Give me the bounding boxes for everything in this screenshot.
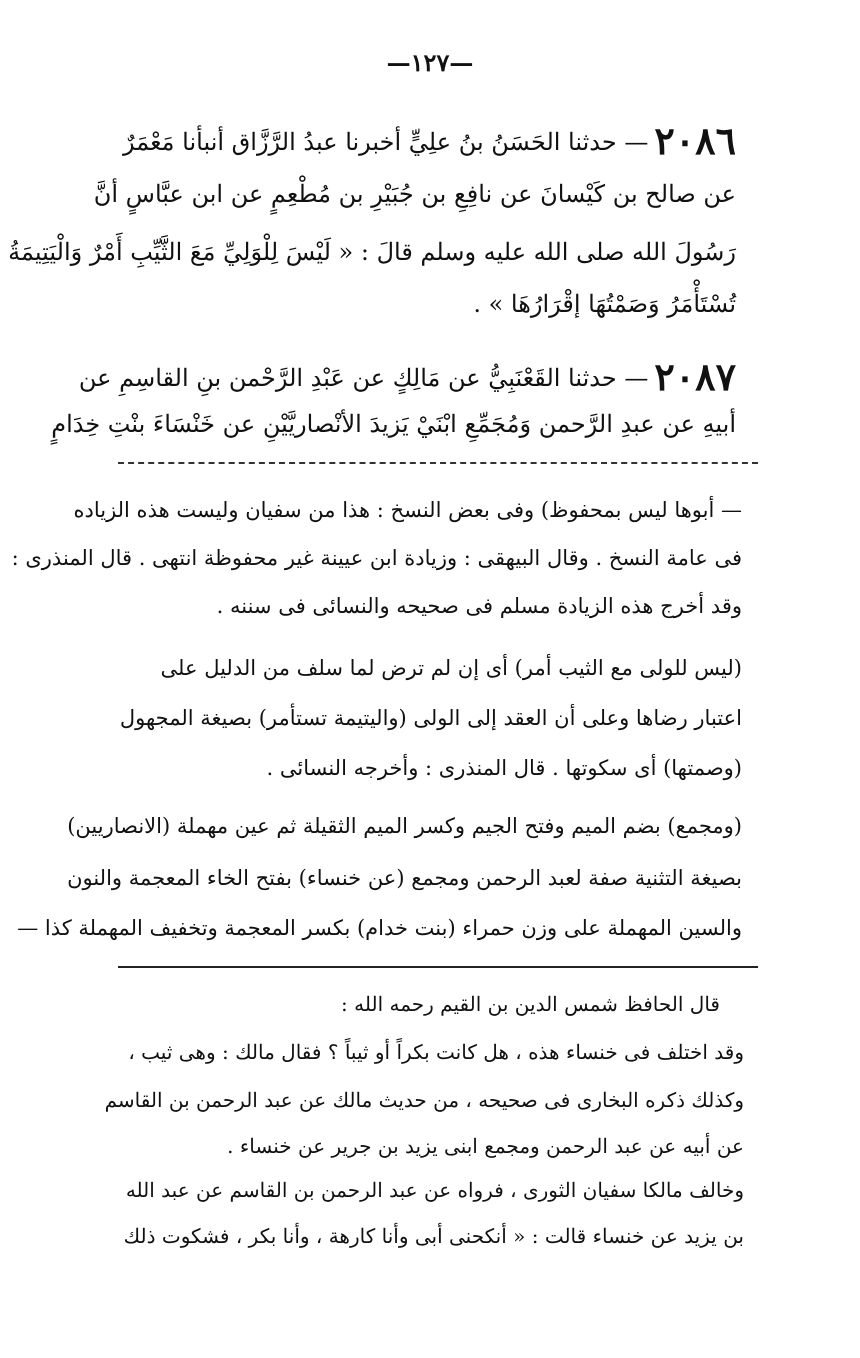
note-line: بن يزيد عن خنساء قالت : « أنكحنى أبى وأنا كارهة ، وأنا بكر ، فشكوت ذلك <box>123 1224 744 1248</box>
note-line: عن أبيه عن عبد الرحمن ومجمع ابنى يزيد بن جرير عن خنساء . <box>227 1134 744 1158</box>
commentary-line: والسين المهملة على وزن حمراء (بنت خدام) بكسر المعجمة وتخفيف المهملة كذا — <box>17 916 742 940</box>
note-line: وقد اختلف فى خنساء هذه ، هل كانت بكراً أو ثيباً ؟ فقال مالك : وهى ثيب ، <box>128 1040 744 1064</box>
note-line: وكذلك ذكره البخارى فى صحيحه ، من حديث مالك عن عبد الرحمن بن القاسم <box>104 1088 744 1112</box>
commentary-line: (ليس للولى مع الثيب أمر) أى إن لم ترض لما سلف من الدليل على <box>160 656 742 680</box>
note-line: وخالف مالكا سفيان الثورى ، فرواه عن عبد الرحمن بن القاسم عن عبد الله <box>125 1178 744 1202</box>
hadith-2087-line-1: ٢٠٨٧— حدثنا القَعْنَبِيُّ عن مَالِكٍ عن عَبْدِ الرَّحْمن بنِ القاسِمِ عن <box>78 354 736 399</box>
hadith-2087-line-2: أبيهِ عن عبدِ الرَّحمن وَمُجَمِّعِ ابْنَيْ يَزيدَ الأنْصاريَّيْنِ عن خَنْسَاءَ بنْتِ خِدَامٍ <box>51 410 736 438</box>
hadith-2086-line-1: ٢٠٨٦— حدثنا الحَسَنُ بنُ علِيٍّ أخبرنا عبدُ الرَّزَّاق أنبأنا مَعْمَرٌ <box>122 118 736 163</box>
separator-dashed <box>118 462 758 464</box>
hadith-number: ٢٠٨٧ <box>654 354 736 399</box>
commentary-line: (ومجمع) بضم الميم وفتح الجيم وكسر الميم الثقيلة ثم عين مهملة (الانصاريين) <box>67 814 742 838</box>
commentary-line: (وصمتها) أى سكوتها . قال المنذرى : وأخرجه النسائى . <box>266 756 742 780</box>
commentary-line: بصيغة التثنية صفة لعبد الرحمن ومجمع (عن خنساء) بفتح الخاء المعجمة والنون <box>67 866 742 890</box>
commentary-line: وقد أخرج هذه الزيادة مسلم فى صحيحه والنسائى فى سننه . <box>216 594 742 618</box>
commentary-line: اعتبار رضاها وعلى أن العقد إلى الولى (واليتيمة تستأمر) بصيغة المجهول <box>119 706 742 730</box>
hadith-2086-line-3: رَسُولَ الله صلى الله عليه وسلم قالَ : « لَيْسَ لِلْوَلِيِّ مَعَ الثَّيِّبِ أَمْرٌ وَالْيَتِيمَةُ <box>8 238 736 266</box>
hadith-number: ٢٠٨٦ <box>654 118 736 163</box>
commentary-line: — أبوها ليس بمحفوظ) وفى بعض النسخ : هذا من سفيان وليست هذه الزياده <box>73 498 742 522</box>
separator-solid <box>118 966 758 968</box>
page-number: —١٢٧— <box>386 48 474 77</box>
ibn-qayyim-heading: قال الحافظ شمس الدين بن القيم رحمه الله : <box>341 992 720 1016</box>
hadith-2086-line-4: تُسْتَأْمَرُ وَصَمْتُهَا إقْرَارُهَا » . <box>473 290 736 318</box>
hadith-2086-line-2: عن صالح بن كَيْسانَ عن نافِعِ بن جُبَيْرِ بن مُطْعِمٍ عن ابن عبَّاسٍ أنَّ <box>93 180 736 208</box>
commentary-line: فى عامة النسخ . وقال البيهقى : وزيادة ابن عيينة غير محفوظة انتهى . قال المنذرى : <box>11 546 742 570</box>
